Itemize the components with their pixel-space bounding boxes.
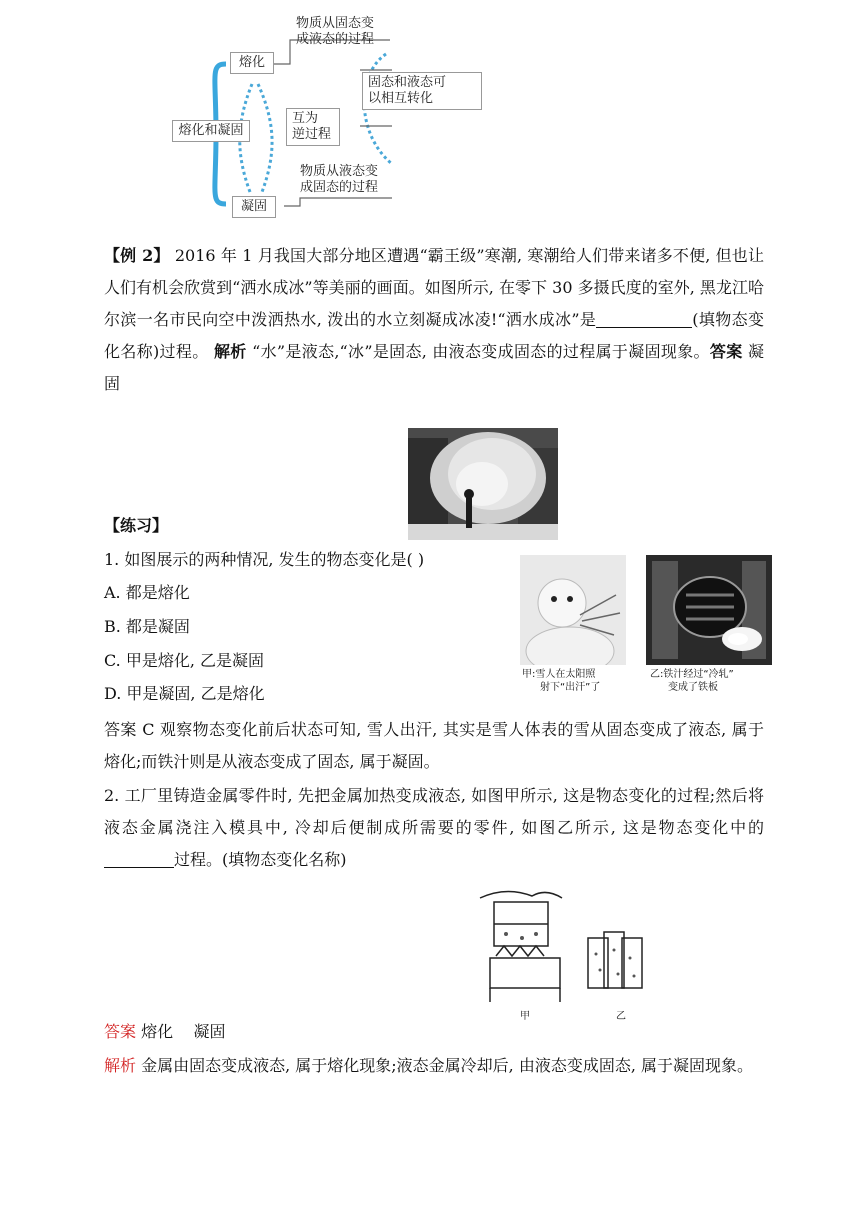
example-2-text-2: (填物态变化名称)过程。 (104, 310, 765, 361)
concept-diagram (160, 14, 500, 224)
casting-figure (476, 884, 652, 1024)
diagram-reversible-box (286, 108, 340, 146)
q2-stem-text-2: 过程。(填物态变化名称) (174, 850, 347, 869)
diagram-convert-box (362, 72, 482, 110)
q1-option-d: D. 甲是凝固, 乙是熔化 (104, 684, 265, 703)
solid-def-line-1: 物质从液态变 (300, 164, 379, 179)
example-2-paragraph (104, 240, 764, 400)
melt-def-line-2: 成液态的过程 (296, 32, 375, 47)
snowman-photo (520, 555, 626, 665)
reversible-line-2: 逆过程 (292, 127, 332, 142)
example-2-text: 2016 年 1 月我国大部分地区遭遇“霸王级”寒潮, 寒潮给人们带来诸多不便, 但也让人们有机会欣赏到“洒水成冰”等美丽的画面。如图所示, 在零下 30 多摄氏度的室外, 黑龙江哈尔滨一名市民向空中泼洒热水, 泼出的水立刻凝成冰凌!“洒水成冰”是 (104, 246, 764, 329)
casting-label-a: 甲 (520, 1011, 530, 1022)
molten-iron-caption (650, 668, 776, 694)
q2-stem (104, 780, 764, 876)
melt-def-line-1: 物质从固态变 (296, 16, 375, 31)
q2-answer: 熔化 凝固 (141, 1022, 226, 1041)
q1-answer: 答案 C 观察物态变化前后状态可知, 雪人出汗, 其实是雪人体表的雪从固态变成了液态, 属于熔化;而铁汁则是从液态变成了固态, 属于凝固。 (104, 720, 764, 771)
example-2-answer: 凝固 (104, 342, 764, 393)
example-2-answer-label: 答案 (709, 342, 743, 361)
diagram-solidify-box: 凝固 (232, 196, 276, 218)
diagram-solidify-definition (300, 164, 378, 196)
q1-stem: 1. 如图展示的两种情况, 发生的物态变化是( ) (104, 550, 425, 569)
molten-iron-photo (646, 555, 772, 665)
solid-def-line-2: 成固态的过程 (300, 180, 379, 195)
example-2-blank (596, 309, 692, 328)
convert-line-1: 固态和液态可 (368, 75, 447, 90)
q2-analysis-label: 解析 (104, 1056, 137, 1075)
example-2-tag: 【例 2】 (104, 246, 170, 265)
diagram-melt-box: 熔化 (230, 52, 274, 74)
caption-a-line-2: 射下“出汗”了 (540, 682, 601, 693)
reversible-line-1: 互为 (292, 111, 319, 126)
example-2-analysis-label: 解析 (213, 342, 247, 361)
q2-blank (104, 849, 174, 868)
q2-answer-label: 答案 (104, 1022, 137, 1041)
example-2-analysis: “水”是液态,“冰”是固态, 由液态变成固态的过程属于凝固现象。 (252, 342, 710, 361)
diagram-melt-definition (296, 16, 374, 48)
diagram-center-box: 熔化和凝固 (172, 120, 250, 142)
q1-option-c: C. 甲是熔化, 乙是凝固 (104, 651, 265, 670)
caption-a-line-1: 甲:雪人在太阳照 (522, 669, 596, 680)
q1-option-b: B. 都是凝固 (104, 617, 190, 636)
caption-b-line-2: 变成了铁板 (668, 682, 718, 693)
q1-option-a: A. 都是熔化 (104, 583, 190, 602)
q2-stem-text: 2. 工厂里铸造金属零件时, 先把金属加热变成液态, 如图甲所示, 这是物态变化的过程;然后将液态金属浇注入模具中, 冷却后便制成所需要的零件, 如图乙所示, 这是物态变化中的 (104, 786, 764, 837)
caption-b-line-1: 乙:铁汁经过“冷轧” (650, 669, 734, 680)
q2-answer (104, 1016, 764, 1048)
q2-analysis-text: 金属由固态变成液态, 属于熔化现象;液态金属冷却后, 由液态变成固态, 属于凝固现象。 (141, 1056, 754, 1075)
convert-line-2: 以相互转化 (368, 91, 434, 106)
casting-label-b: 乙 (616, 1011, 626, 1022)
q2-analysis (104, 1050, 764, 1082)
snowman-caption (522, 668, 626, 694)
practice-title: 【练习】 (104, 516, 169, 535)
